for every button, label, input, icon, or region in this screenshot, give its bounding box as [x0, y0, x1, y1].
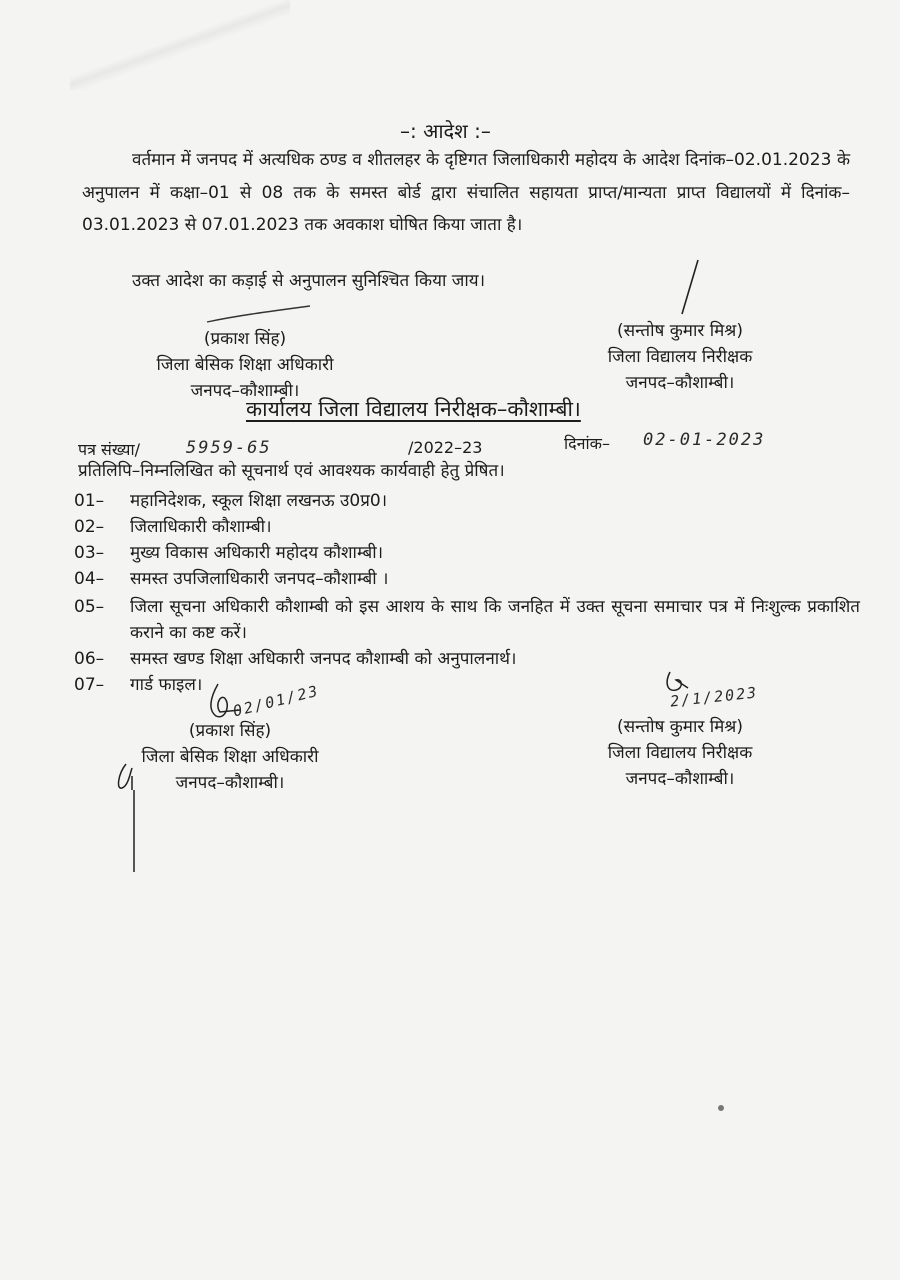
reference-date: 02-01-2023 — [643, 430, 766, 450]
signatory-name: (सन्तोष कुमार मिश्र) — [617, 321, 743, 341]
signature-right-1 — [670, 258, 710, 318]
signatory-name: (प्रकाश सिंह) — [203, 329, 287, 349]
paper-speck — [718, 1105, 724, 1111]
signatory-block-left-2 — [105, 718, 355, 796]
signatory-block-right-2 — [570, 714, 790, 792]
signatory-location: जनपद–कौशाम्बी। — [625, 373, 735, 393]
reference-date-label: दिनांक– — [564, 434, 610, 453]
signatory-block-right-1 — [570, 318, 790, 396]
signatory-location: जनपद–कौशाम्बी। — [175, 773, 285, 793]
signatory-location: जनपद–कौशाम्बी। — [625, 769, 735, 789]
order-compliance-line: उक्त आदेश का कड़ाई से अनुपालन सुनिश्चित किया जाय। — [132, 271, 486, 291]
signatory-location: जनपद–कौशाम्बी। — [190, 381, 300, 401]
signatory-name: (सन्तोष कुमार मिश्र) — [617, 717, 743, 737]
reference-year: /2022–23 — [408, 438, 483, 457]
signatory-block-left-1 — [120, 326, 370, 404]
handwritten-date-left: 02/01/23 — [231, 681, 322, 721]
document-page: –: आदेश :– वर्तमान में जनपद में अत्यधिक ठण्ड व शीतलहर के दृष्टिगत जिलाधिकारी महोदय के आदेश दिनांक–02.01.2023 के अनुपालन में कक्षा–01 से 08 तक के समस्त बोर्ड द्वारा संचालित सहायता प्राप्त/मान्यता प्राप्त विद्यालयों में दिनांक–03.01.2023 से 07.01.2023 तक अवकाश घोषित किया जाता है। उक्त आदेश का कड़ाई से अनुपालन सुनिश्चित किया जाय। (प्रकाश सिंह) जिला बेसिक शिक्षा अधिकारी जनपद–कौशाम्बी। (सन्तोष कुमार मिश्र) जिला विद्यालय निरीक्षक जनपद–कौशाम्बी। कार्यालय जिला विद्यालय निरीक्षक–कौशाम्बी। पत्र संख्या/ 5959-65 /2022–23 दिनांक– 02-01-2023 प्रतिलिपि–निम्नलिखित को सूचनार्थ एवं आवश्यक कार्यवाही हेतु प्रेषित। 01– महानिदेशक, स्कूल शिक्षा लखनऊ उ0प्र0। 02– जिलाधिकारी कौशाम्बी। 03– मुख्य विकास अधिकारी महोदय कौशाम्बी। 04– समस्त उपजिलाधिकारी जनपद–कौशाम्बी । 05– जिला सूचना अधिकारी कौशाम्बी को इस आशय के साथ कि जनहित में उक्त सूचना समाचार पत्र में निःशुल्क प्रकाशित कराने का कष्ट करें। 06– समस्त खण्ड शिक्षा अधिकारी जनपद कौशाम्बी को अनुपालनार्थ। 07– गार्ड फाइल। 02/01/23 (प्रकाश सिंह) जिला बेसिक शिक्षा अधिकारी जनपद–कौशाम्बी। 2/1/2023 (सन्तोष कुमार मिश्र) जिला विद्यालय निरीक्षक जनपद–कौशाम्बी। — [0, 0, 900, 1280]
office-title: कार्यालय जिला विद्यालय निरीक्षक–कौशाम्बी। — [246, 397, 581, 421]
reference-label: पत्र संख्या/ — [78, 440, 140, 459]
handwritten-date-right: 2/1/2023 — [669, 683, 759, 711]
signatory-name: (प्रकाश सिंह) — [188, 721, 272, 741]
order-heading: –: आदेश :– — [400, 119, 491, 143]
signatory-designation: जिला बेसिक शिक्षा अधिकारी — [141, 747, 319, 767]
signatory-designation: जिला विद्यालय निरीक्षक — [607, 347, 753, 367]
signatory-designation: जिला बेसिक शिक्षा अधिकारी — [156, 355, 334, 375]
margin-ink-mark — [112, 760, 142, 880]
order-body: वर्तमान में जनपद में अत्यधिक ठण्ड व शीतलहर के दृष्टिगत जिलाधिकारी महोदय के आदेश दिनांक–02.01.2023 के अनुपालन में कक्षा–01 से 08 तक के समस्त बोर्ड द्वारा संचालित सहायता प्राप्त/मान्यता प्राप्त विद्यालयों में दिनांक–03.01.2023 से 07.01.2023 तक अवकाश घोषित किया जाता है। — [82, 150, 850, 235]
paper-crease — [70, 0, 290, 90]
copy-to-intro: प्रतिलिपि–निम्नलिखित को सूचनार्थ एवं आवश्यक कार्यवाही हेतु प्रेषित। — [78, 461, 505, 481]
reference-number: 5959-65 — [186, 438, 272, 458]
signatory-designation: जिला विद्यालय निरीक्षक — [607, 743, 753, 763]
